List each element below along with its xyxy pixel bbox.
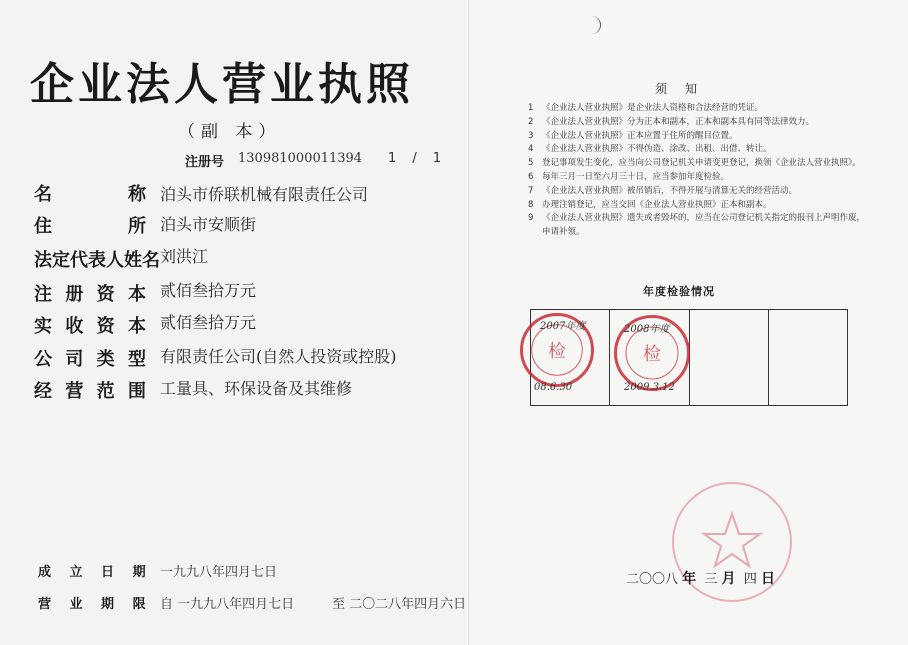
issue-day: 四 — [743, 572, 757, 587]
notice-item: 3 《企业法人营业执照》正本应置于住所的醒目位置。 — [528, 130, 738, 141]
notice-item: 9 《企业法人营业执照》遗失或者毁坏的，应当在公司登记机关指定的报刊上声明作废，申请补领。 — [528, 213, 866, 238]
company-type: 有限责任公司(自然人投资或控股) — [160, 347, 397, 366]
business-term-to: 至 二〇二八年四月六日 — [332, 597, 467, 612]
registered-capital: 贰佰叁拾万元 — [160, 281, 257, 300]
issue-day-unit: 日 — [761, 571, 775, 587]
business-term-label: 营 业 期 限 — [38, 597, 146, 612]
notice-item: 6 每年三月一日至六月三十日，应当参加年度检验。 — [528, 171, 730, 182]
inspection-note-2-bottom: 2009.3.12 — [624, 382, 675, 393]
inspection-note-1-top: 2007年度 — [540, 321, 586, 332]
established-date: 一九九八年四月七日 — [160, 565, 278, 580]
business-scope: 工量具、环保设备及其维修 — [160, 379, 353, 398]
issue-date — [626, 568, 775, 588]
established-label: 成 立 日 期 — [38, 565, 146, 580]
registration-number: 130981000011394 — [238, 151, 363, 166]
notice-item: 5 登记事项发生变化，应当向公司登记机关申请变更登记，换领《企业法人营业执照》。 — [528, 158, 861, 169]
notice-list — [528, 102, 868, 240]
inspection-cell-3 — [690, 310, 769, 405]
registration-page: 1 / 1 — [388, 151, 448, 166]
inspection-note-1-bottom: 08.6.30 — [534, 382, 573, 393]
issue-month-unit: 月 — [721, 571, 736, 587]
annual-inspection-title: 年度检验情况 — [643, 285, 715, 298]
svg-text:检: 检 — [643, 344, 661, 365]
inspection-cell-4 — [769, 310, 847, 405]
name-label: 名 称 — [34, 184, 146, 205]
notice-title: 须知 — [655, 82, 716, 96]
paid-capital: 贰佰叁拾万元 — [160, 313, 257, 332]
company-address: 泊头市安顺街 — [160, 215, 257, 234]
address-label: 住 所 — [34, 216, 146, 237]
issue-year-unit: 年 — [682, 571, 697, 587]
notice-item: 2 《企业法人营业执照》分为正本和副本，正本和副本具有同等法律效力。 — [528, 116, 815, 127]
svg-text:检: 检 — [548, 341, 566, 362]
notice-item: 1 《企业法人营业执照》是企业法人资格和合法经营的凭证。 — [528, 103, 764, 113]
business-term-from: 自 一九九八年四月七日 — [160, 597, 295, 612]
issue-month: 三 — [704, 572, 718, 587]
notice-item: 7 《企业法人营业执照》被吊销后，不得开展与清算无关的经营活动。 — [528, 185, 798, 196]
paid-capital-label: 实 收 资 本 — [34, 316, 146, 337]
page-fold — [468, 0, 471, 645]
company-type-label: 公 司 类 型 — [34, 349, 146, 370]
license-subtitle: （副 本） — [178, 122, 282, 142]
notice-item: 4 《企业法人营业执照》不得伪造、涂改、出租、出借、转让。 — [528, 144, 772, 155]
registered-capital-label: 注 册 资 本 — [34, 284, 146, 305]
notice-item: 8 办理注销登记，应当交回《企业法人营业执照》正本和副本。 — [528, 199, 772, 210]
company-name: 泊头市侨联机械有限责任公司 — [160, 185, 369, 204]
inspection-note-2-top: 2008年度 — [624, 324, 670, 335]
legal-rep-label: 法定代表人姓名 — [34, 250, 160, 271]
legal-rep-name: 刘洪江 — [160, 247, 209, 266]
license-title: 企业法人营业执照 — [30, 59, 414, 110]
registration-label: 注册号 — [185, 155, 225, 170]
business-scope-label: 经 营 范 围 — [34, 381, 146, 402]
issue-year: 二〇〇八 — [626, 572, 679, 587]
